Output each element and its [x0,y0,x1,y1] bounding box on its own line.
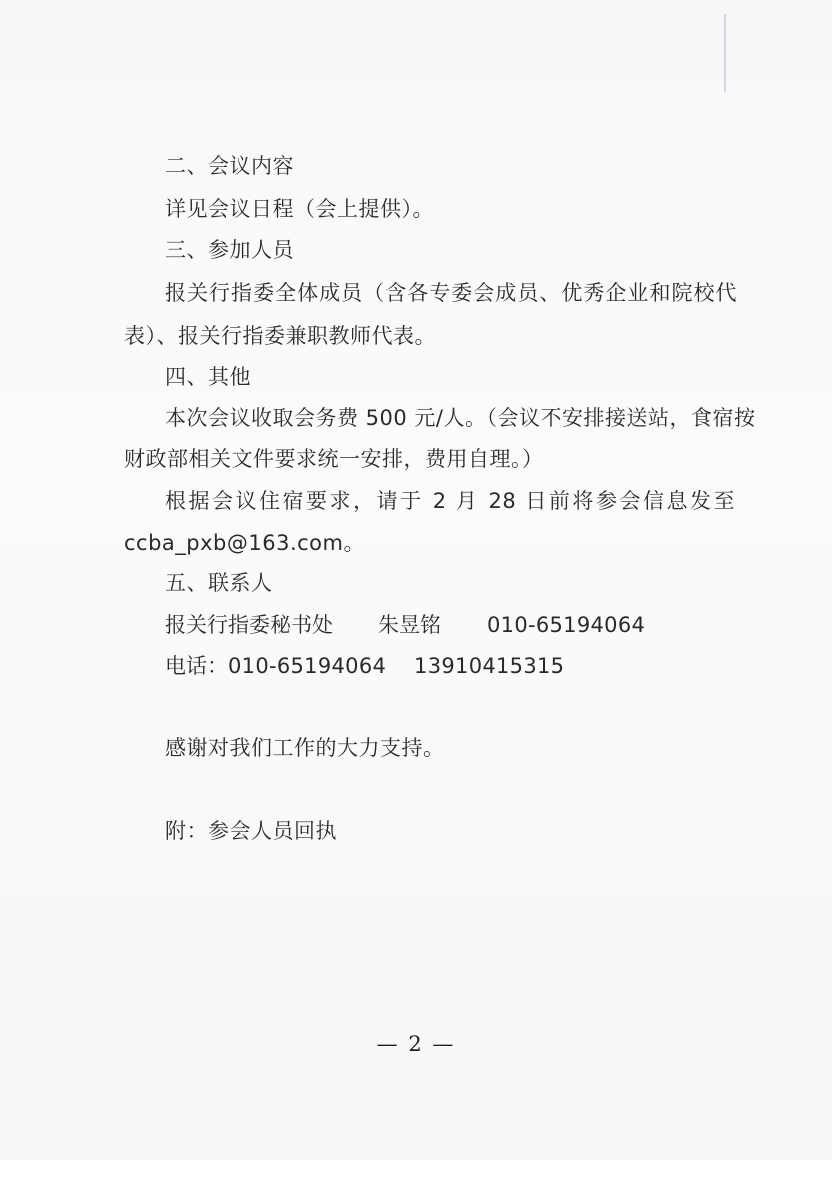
thanks-line: 感谢对我们工作的大力支持。 [165,736,445,760]
section-3-body-line-1: 报关行指委全体成员（含各专委会成员、优秀企业和院校代 [165,281,737,305]
section-4-heading: 四、其他 [165,365,251,389]
section-2-body: 详见会议日程（会上提供）。 [165,197,434,221]
section-5-heading: 五、联系人 [165,571,273,595]
bottom-margin [0,1160,832,1184]
section-3-heading: 三、参加人员 [165,238,294,262]
attachment-line: 附：参会人员回执 [165,819,337,843]
scan-edge-mark [724,14,726,92]
section-4-body-1-line-1: 本次会议收取会务费 500 元/人。（会议不安排接送站，食宿按 [165,406,756,430]
section-4-body-2-line-1: 根据会议住宿要求，请于 2 月 28 日前将参会信息发至 [165,489,735,513]
page-number: — 2 — [376,1032,456,1056]
contact-email: ccba_pxb@163.com。 [124,531,365,555]
contact-name: 朱昱铭 [378,613,441,637]
contact-tel-label: 电话： [165,654,228,678]
section-4-body-1-line-2: 财政部相关文件要求统一安排，费用自理。） [124,447,544,471]
contact-organization: 报关行指委秘书处 [165,613,333,637]
contact-tel-numbers: 010-65194064 13910415315 [228,654,565,678]
section-2-heading: 二、会议内容 [165,154,294,178]
section-3-body-line-2: 表）、报关行指委兼职教师代表。 [124,324,436,348]
contact-phone: 010-65194064 [487,613,646,637]
